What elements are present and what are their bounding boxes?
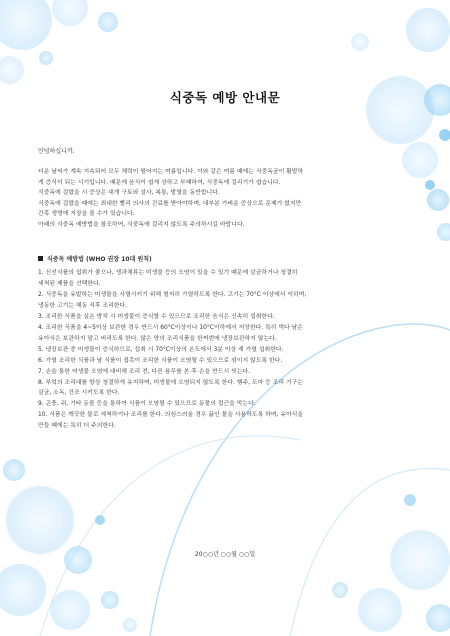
section-heading — [38, 254, 152, 263]
greeting-text: 안녕하십니까. — [38, 148, 75, 155]
rule-line: 10. 식품은 깨끗한 물로 세척하거나 조리를 한다. 의심스러울 경우 끓인 물을 사용하도록 하며, 유아식을 — [38, 412, 304, 419]
intro-line: 간혹 생명에 지장을 줄 수가 있습니다. — [38, 211, 135, 218]
section-heading-text: 식중독 예방법 (WHO 권장 10대 원칙) — [47, 256, 152, 263]
rule-line: 7. 손을 통한 미생물 오염에 대비해 조리 전, 다른 용무를 본 후 손을 반드시 씻는다. — [38, 368, 250, 375]
intro-line: 아래의 식중독 예방법을 참조하여, 식중독에 걸리지 않도록 주의하시길 바랍니다. — [38, 221, 245, 228]
rule-line: 냉동한 고기는 해동 직후 조리한다. — [38, 302, 128, 309]
rule-line: 유아식은 보관하지 말고 버리도록 한다. 많은 양의 조리식품을 한꺼번에 냉장보관하지 않는다. — [38, 335, 277, 342]
rule-line: 1. 신선식품의 섭취가 좋으나, 생과채류는 미생물 등의 오염이 있을 수 있기 때문에 살균하거나 청결히 — [38, 270, 298, 276]
intro-line: 식중독에 걸렸을 시 증상은 대개 구토와 설사, 복통, 발열을 동반합니다. — [38, 190, 220, 197]
rule-line: 4. 조리한 식품을 4~5이상 보관한 경우 반드시 60°C이상이나 10°C이하에서 저장한다. 특히 먹다 남은 — [38, 324, 303, 331]
rule-line: 5. 냉장보관 중 미생물이 증식하므로, 섭취 시 70°C이상의 온도에서 3분 이상 재 가열 섭취한다. — [38, 346, 284, 353]
rule-line: 세척된 제품을 선택한다. — [38, 280, 101, 287]
rule-line: 살균, 소독, 건조 시키도록 한다. — [38, 390, 120, 397]
rule-line: 8. 부엌의 조리대를 항상 청결하게 유지하며, 미생물에 오염되지 않도록 한다. 행주, 도마 등 조리 기구는 — [38, 379, 304, 386]
rule-line: 9. 곤충, 쥐, 기타 동물 등을 통하여 식품이 오염될 수 있으므로 동물의 접근을 막는다. — [38, 401, 256, 408]
intro-line: 식중독에 걸렸을 때에는 최대한 빨리 의사의 진료를 받아야하며, 대부분 가벼운 증상으로 문제가 없지만 — [38, 200, 302, 207]
rule-line: 2. 식중독을 유발하는 미생물을 사멸시키기 위해 철저히 가열하도록 한다. 고기는 70°C 이상에서 익히며, — [38, 291, 307, 298]
issue-date: 20○○년 ○○월 ○○일 — [194, 551, 256, 558]
intro-line: 게 증식이 되는 시기입니다. 때문에 음식이 쉽게 상하고 부패하여, 식중독에 걸리기가 쉽습니다. — [38, 179, 281, 186]
square-bullet-icon — [38, 256, 43, 261]
prevention-rules-list — [38, 268, 413, 432]
rule-line: 6. 가열 조리한 식품과 날 식품이 접촉이 조리한 식품이 오염될 수 있으므로 섞이지 않도록 한다. — [38, 357, 283, 364]
document-title: 식중독 예방 안내문 — [169, 90, 281, 105]
intro-line: 더운 날씨가 계속 지속되어 모두 체력이 떨어지는 여름입니다. 이와 같은 여름 때에는 식중독균이 활발하 — [38, 169, 304, 175]
rule-line: 만들 때에는 특히 더 주의한다. — [38, 423, 116, 430]
intro-paragraph — [38, 167, 413, 231]
rule-line: 3. 조리한 식품을 실온 방치 시 미생물이 증식할 수 있으므로 조리한 음식은 신속히 섭취한다. — [38, 313, 275, 320]
